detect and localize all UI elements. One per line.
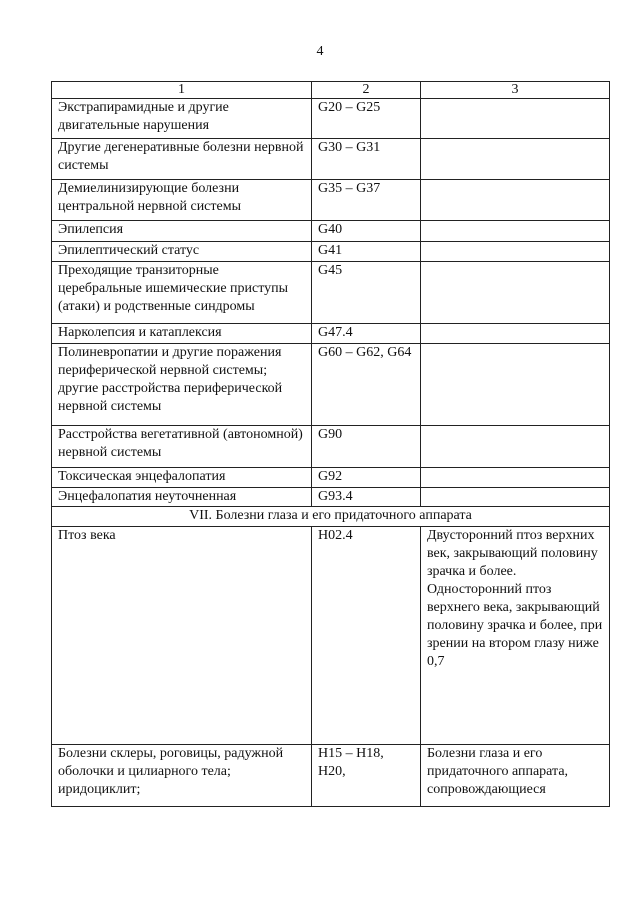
table-row: [52, 344, 610, 426]
disease-name-cell: Эпилепсия: [52, 221, 312, 242]
criteria-cell: [421, 468, 610, 488]
table-row: [52, 527, 610, 745]
table-row: [52, 99, 610, 139]
criteria-cell: [421, 426, 610, 468]
icd-code-cell: G45: [312, 262, 421, 324]
table-row: [52, 180, 610, 221]
table-row: [52, 242, 610, 262]
column-header: 1: [52, 82, 312, 99]
disease-name-cell: Полиневропатии и другие поражения периферической нервной системы; другие расстройства периферической нервной системы: [52, 344, 312, 426]
icd-code-cell: G30 – G31: [312, 139, 421, 180]
criteria-cell: [421, 324, 610, 344]
disease-name-cell: Преходящие транзиторные церебральные ишемические приступы (атаки) и родственные синдромы: [52, 262, 312, 324]
disease-name-cell: Болезни склеры, роговицы, радужной оболочки и цилиарного тела; иридоциклит;: [52, 745, 312, 807]
icd-code-cell: G35 – G37: [312, 180, 421, 221]
criteria-cell: [421, 221, 610, 242]
table-row: [52, 488, 610, 507]
table-header-row: [52, 82, 610, 99]
criteria-cell: [421, 180, 610, 221]
disease-name-cell: Экстрапирамидные и другие двигательные нарушения: [52, 99, 312, 139]
disease-name-cell: Эпилептический статус: [52, 242, 312, 262]
criteria-cell: [421, 242, 610, 262]
table-row: [52, 324, 610, 344]
criteria-cell: Болезни глаза и его придаточного аппарата, сопровождающиеся: [421, 745, 610, 807]
icd-code-cell: G41: [312, 242, 421, 262]
page-number: 4: [316, 44, 324, 59]
criteria-cell: Двусторонний птоз верхних век, закрывающий половину зрачка и более. Односторонний птоз верхнего века, закрывающий половину зрачка и более, при зрении на втором глазу ниже 0,7: [421, 527, 610, 745]
table-row: [52, 468, 610, 488]
disease-name-cell: Демиелинизирующие болезни центральной нервной системы: [52, 180, 312, 221]
icd-code-cell: G92: [312, 468, 421, 488]
icd-code-cell: G40: [312, 221, 421, 242]
disease-name-cell: Нарколепсия и катаплексия: [52, 324, 312, 344]
column-header: 2: [312, 82, 421, 99]
icd-code-cell: H15 – H18, H20,: [312, 745, 421, 807]
icd-code-cell: G60 – G62, G64: [312, 344, 421, 426]
diagnosis-table: [51, 81, 610, 807]
section-heading: VII. Болезни глаза и его придаточного аппарата: [52, 507, 610, 527]
disease-name-cell: Энцефалопатия неуточненная: [52, 488, 312, 507]
disease-name-cell: Птоз века: [52, 527, 312, 745]
table-row: [52, 745, 610, 807]
table-row: [52, 139, 610, 180]
table-row: [52, 426, 610, 468]
icd-code-cell: G90: [312, 426, 421, 468]
criteria-cell: [421, 488, 610, 507]
criteria-cell: [421, 344, 610, 426]
table-body: [52, 99, 610, 807]
disease-name-cell: Расстройства вегетативной (автономной) нервной системы: [52, 426, 312, 468]
disease-name-cell: Токсическая энцефалопатия: [52, 468, 312, 488]
icd-code-cell: H02.4: [312, 527, 421, 745]
disease-name-cell: Другие дегенеративные болезни нервной системы: [52, 139, 312, 180]
table-row: [52, 262, 610, 324]
column-header: 3: [421, 82, 610, 99]
table-row: [52, 221, 610, 242]
criteria-cell: [421, 99, 610, 139]
criteria-cell: [421, 139, 610, 180]
icd-code-cell: G47.4: [312, 324, 421, 344]
section-heading-row: [52, 507, 610, 527]
criteria-cell: [421, 262, 610, 324]
icd-code-cell: G93.4: [312, 488, 421, 507]
icd-code-cell: G20 – G25: [312, 99, 421, 139]
